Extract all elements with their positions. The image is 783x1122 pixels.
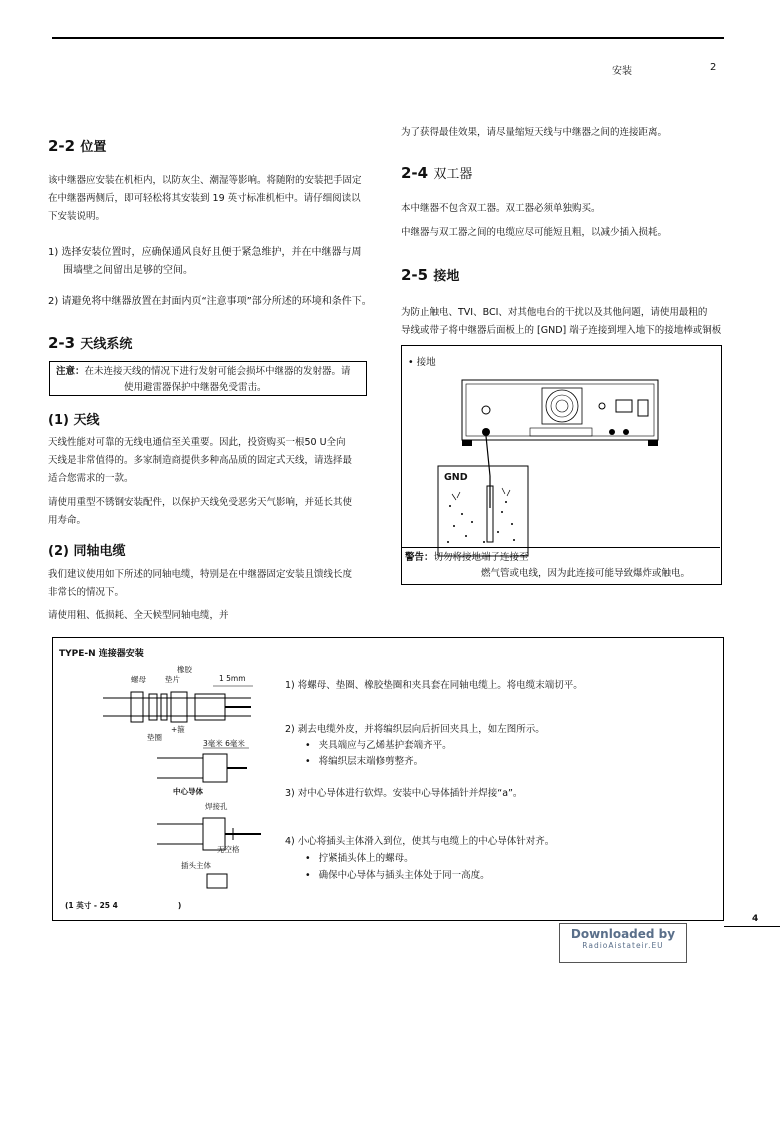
download-watermark (559, 923, 687, 963)
section-number: 2-5 (401, 266, 429, 284)
step-3: 3) 对中心导体进行软焊。安装中心导体插针并焊接“a”。 (285, 788, 523, 799)
coax-paragraph: 我们建议使用如下所述的同轴电缆，特别是在中继器固定安装且馈线长度 非常长的情况下。 (48, 569, 353, 598)
header-rule (52, 37, 724, 39)
ground-paragraph: 为防止触电、TVI、BCI、对其他电台的干扰以及其他问题，请使用最粗的 导线或带子将中继器后面板上的 [GND] 端子连接到埋入地下的接地棒或铜板 (401, 307, 722, 336)
coax-paragraph-2: 请使用粗、低损耗、全天候型同轴电缆，并 (48, 610, 229, 621)
step-2-bullet-1: • 夹具端应与乙烯基护套端齐平。 (305, 738, 452, 754)
label-no-gap: 无空格 (217, 845, 240, 854)
duplexer-paragraph-1: 本中继器不包含双工器。双工器必须单独购买。 (401, 203, 601, 214)
caution-label: 注意： (56, 366, 85, 377)
caution-box: 注意：在未连接天线的情况下进行发射可能会损坏中继器的发射器。请 使用避雷器保护中继器免受雷击。 (49, 361, 367, 396)
label-plug-body: 插头主体 (181, 861, 211, 870)
header-section: 安装 (612, 66, 632, 77)
watermark-line-1: Downloaded by (570, 927, 676, 941)
step-4-bullet-1: • 拧紧插头体上的螺母。 (305, 851, 414, 867)
type-n-installation-box (52, 637, 724, 921)
antenna-heading: (1) 天线 (48, 413, 100, 428)
step-2: 2) 剥去电缆外皮，并将编织层向后折回夹具上，如左图所示。 (285, 724, 545, 735)
label-inch-note: (1 英寸 - 25 4 ) (65, 901, 182, 910)
figure-label: • 接地 (408, 357, 436, 368)
s22-paragraph: 该中继器应安装在机柜内，以防灰尘、潮湿等影响。将随附的安装把手固定 在中继器两侧后，即可轻松将其安装到 19 英寸标准机柜中。请仔细阅读以 下安装说明。 (48, 175, 362, 222)
section-title: 双工器 (433, 167, 473, 182)
duplexer-paragraph-2: 中继器与双工器之间的电缆应尽可能短且粗，以减少插入损耗。 (401, 227, 668, 238)
right-top-paragraph: 为了获得最佳效果，请尽量缩短天线与中继器之间的连接距离。 (401, 127, 668, 138)
step-4: 4) 小心将插头主体滑入到位，使其与电缆上的中心导体针对齐。 (285, 836, 555, 847)
s22-item-1: 1) 选择安装位置时，应确保通风良好且便于紧急维护，并在中继器与周 围墙壁之间留出足够的空间。 (48, 247, 362, 276)
section-title: 接地 (433, 269, 460, 284)
label-gasket: 橡胶 (177, 665, 192, 674)
antenna-paragraph: 天线性能对可靠的无线电通信至关重要。因此，投资购买一根50 U全向 天线是非常值得的。多家制造商提供多种高品质的固定式天线，请选择最 适合您需求的一款。 (48, 437, 353, 484)
step-2-bullet-2: • 将编织层末端修剪整齐。 (305, 754, 423, 770)
gnd-label: GND (444, 472, 468, 483)
label-washer: 垫片 (165, 675, 180, 684)
s22-item-2: 2) 请避免将中继器放置在封面内页“注意事项”部分所述的环境和条件下。 (48, 296, 372, 307)
type-n-title: TYPE-N 连接器安装 (59, 649, 144, 659)
warning-label: 警告： (405, 552, 434, 563)
section-2-2-heading (48, 136, 106, 155)
side-rule (724, 926, 780, 927)
section-2-4-heading (401, 163, 472, 182)
section-number: 2-4 (401, 164, 429, 182)
section-title: 位置 (80, 140, 107, 155)
label-dimensions: 3毫米 6毫米 (203, 739, 245, 748)
watermark-line-2: RadioAistateir.EU (582, 941, 664, 950)
header-page-number: 2 (710, 62, 717, 73)
warning-box: 警告：切勿将接地端子连接至 燃气管或电线，因为此连接可能导致爆炸或触电。 (401, 547, 720, 583)
label-nut: 螺母 (131, 675, 146, 684)
coax-heading: (2) 同轴电缆 (48, 544, 126, 559)
section-title: 天线系统 (80, 337, 133, 352)
label-center-conductor: 中心导体 (173, 787, 203, 796)
antenna-paragraph-2: 请使用重型不锈钢安装配件，以保护天线免受恶劣天气影响，并延长其使 用寿命。 (48, 497, 353, 526)
label-clamp: 垫圈 (147, 733, 162, 742)
step-4-bullet-2: • 确保中心导体与插头主体处于同一高度。 (305, 868, 490, 884)
label-solder-hole: 焊接孔 (205, 802, 228, 811)
section-number: 2-3 (48, 334, 76, 352)
section-2-5-heading (401, 265, 459, 284)
section-number: 2-2 (48, 137, 76, 155)
section-2-3-heading (48, 333, 132, 352)
side-page-number: 4 (752, 914, 759, 924)
label-length: 1 5mm (219, 674, 246, 683)
step-1: 1) 将螺母、垫圈、橡胶垫圈和夹具套在同轴电缆上。将电缆末端切平。 (285, 680, 583, 691)
label-flat: +箍 (171, 725, 185, 734)
